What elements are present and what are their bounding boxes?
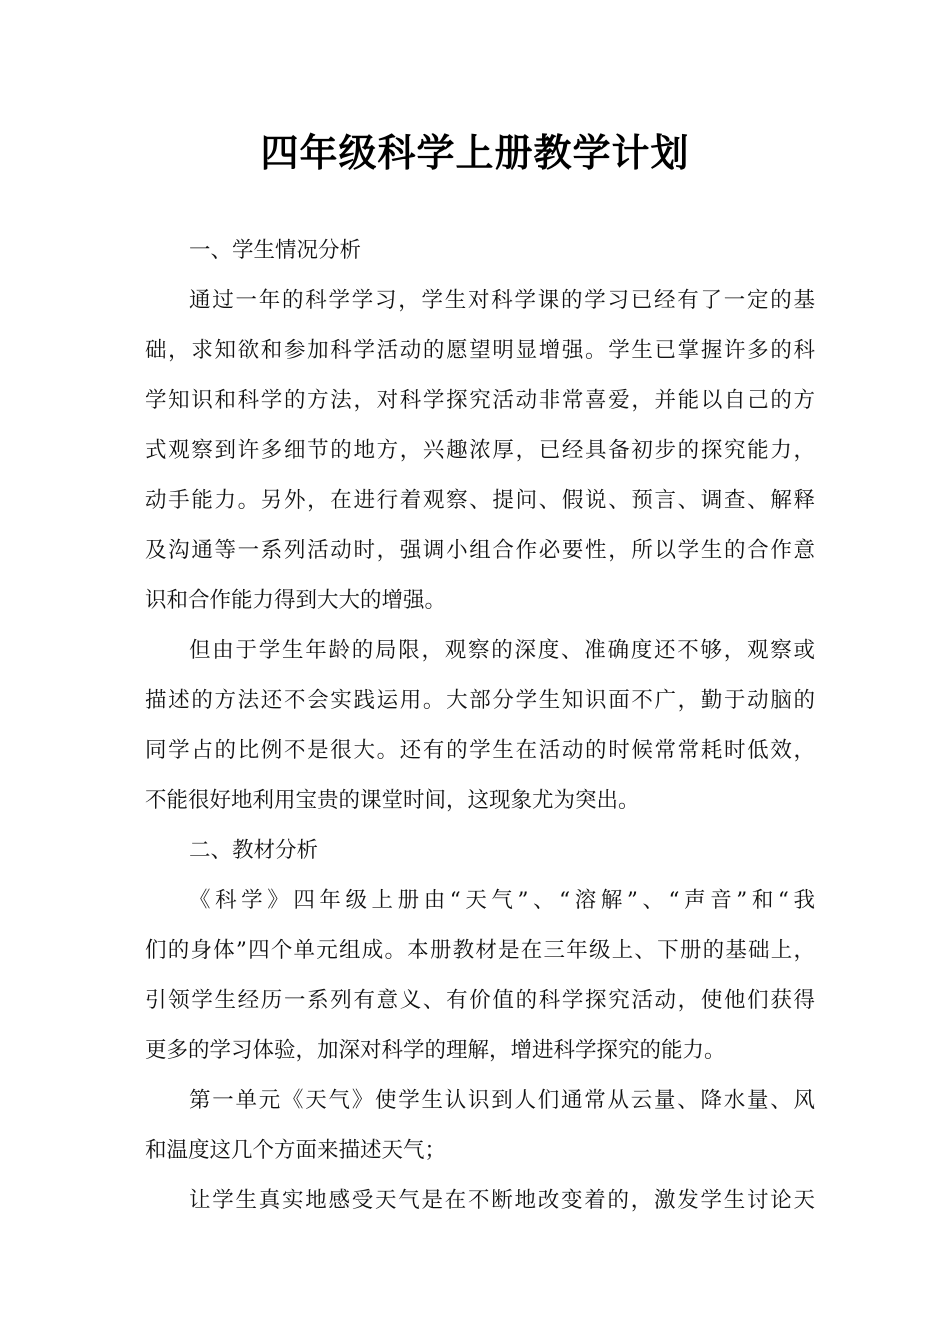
paragraph-line: 不能很好地利用宝贵的课堂时间，这现象尤为突出。	[145, 788, 640, 813]
section-heading: 一、学生情况分析	[189, 238, 362, 263]
paragraph-line: 动手能力。另外，在进行着观察、提问、假说、预言、调查、解释	[145, 488, 815, 513]
paragraph-line: 础，求知欲和参加科学活动的愿望明显增强。学生已掌握许多的科	[145, 338, 815, 363]
section-heading: 二、教材分析	[189, 838, 319, 863]
paragraph-line: 更多的学习体验，加深对科学的理解，增进科学探究的能力。	[145, 1038, 726, 1063]
paragraph-line: 引领学生经历一系列有意义、有价值的科学探究活动，使他们获得	[145, 988, 815, 1013]
paragraph-line: 学知识和科学的方法，对科学探究活动非常喜爱，并能以自己的方	[145, 388, 815, 413]
paragraph-line: 但由于学生年龄的局限，观察的深度、准确度还不够，观察或	[189, 638, 815, 663]
paragraph-line: 和温度这几个方面来描述天气；	[145, 1138, 447, 1163]
paragraph-line: 及沟通等一系列活动时，强调小组合作必要性，所以学生的合作意	[145, 538, 815, 563]
paragraph-line: 式观察到许多细节的地方，兴趣浓厚，已经具备初步的探究能力，	[145, 438, 815, 463]
paragraph-line: 识和合作能力得到大大的增强。	[145, 588, 447, 613]
paragraph-line: 们的身体”四个单元组成。本册教材是在三年级上、下册的基础上，	[145, 938, 815, 963]
paragraph-line: 同学占的比例不是很大。还有的学生在活动的时候常常耗时低效，	[145, 738, 815, 763]
paragraph-line: 《科学》四年级上册由“天气”、“溶解”、“声音”和“我	[189, 888, 815, 913]
paragraph-line: 描述的方法还不会实践运用。大部分学生知识面不广，勤于动脑的	[145, 688, 815, 713]
paragraph-line: 让学生真实地感受天气是在不断地改变着的，激发学生讨论天	[189, 1188, 815, 1213]
paragraph-line: 第一单元《天气》使学生认识到人们通常从云量、降水量、风	[189, 1088, 815, 1113]
document-title: 四年级科学上册教学计划	[260, 131, 690, 175]
paragraph-line: 通过一年的科学学习，学生对科学课的学习已经有了一定的基	[189, 288, 815, 313]
